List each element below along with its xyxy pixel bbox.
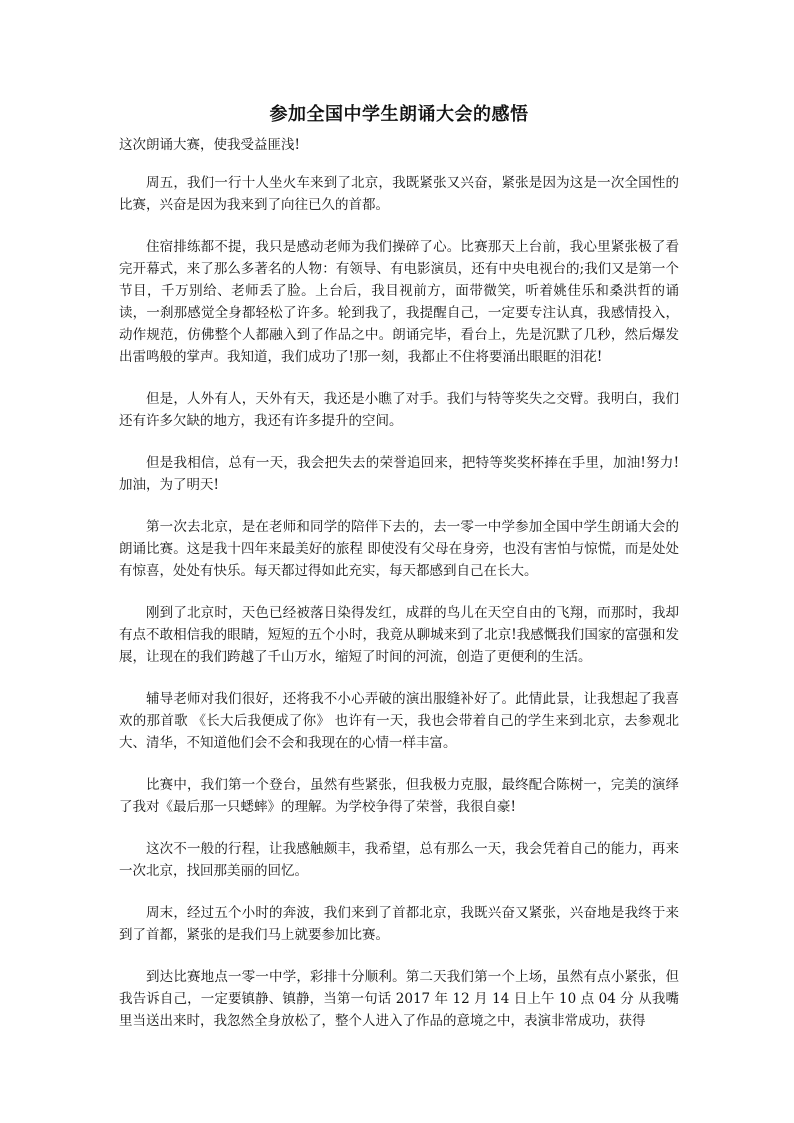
paragraph: 但是，人外有人，天外有天，我还是小瞧了对手。我们与特等奖失之交臂。我明白，我们还有许多欠缺的地方，我还有许多提升的空间。 [119, 391, 679, 429]
paragraph: 到达比赛地点一零一中学，彩排十分顺利。第二天我们第一个上场，虽然有点小紧张，但我告诉自己，一定要镇静、镇静，当第一句话 2017 年 12 月 14 日上午 10 点 04 分 从我嘴里当送出来时，我忽然全身放松了，整个人进入了作品的意境之中，表演非常成功，获得 [119, 969, 679, 1029]
paragraph: 刚到了北京时，天色已经被落日染得发红，成群的鸟儿在天空自由的飞翔，而那时，我却有点不敢相信我的眼睛，短短的五个小时，我竟从聊城来到了北京!我感慨我们国家的富强和发展，让现在的我们跨越了千山万水，缩短了时间的河流，创造了更便利的生活。 [119, 605, 679, 665]
document-title: 参加全国中学生朗诵大会的感悟 [269, 104, 529, 125]
paragraph: 周末，经过五个小时的奔波，我们来到了首都北京，我既兴奋又紧张，兴奋地是我终于来到了首都，紧张的是我们马上就要参加比赛。 [119, 905, 679, 943]
intro-line: 这次朗诵大赛，使我受益匪浅! [119, 137, 300, 153]
paragraph: 这次不一般的行程，让我感触颇丰，我希望，总有那么一天，我会凭着自己的能力，再来一次北京，找回那美丽的回忆。 [119, 841, 679, 879]
paragraph: 周五，我们一行十人坐火车来到了北京，我既紧张又兴奋，紧张是因为这是一次全国性的比赛，兴奋是因为我来到了向往已久的首都。 [119, 175, 679, 213]
paragraph: 比赛中，我们第一个登台，虽然有些紧张，但我极力克服，最终配合陈树一，完美的演绎了我对《最后那一只蟋蟀》的理解。为学校争得了荣誉，我很自豪! [119, 777, 679, 815]
paragraph: 第一次去北京，是在老师和同学的陪伴下去的，去一零一中学参加全国中学生朗诵大会的朗诵比赛。这是我十四年来最美好的旅程 即使没有父母在身旁，也没有害怕与惊慌，而是处处有惊喜，处处有快乐。每天都过得如此充实，每天都感到自己在长大。 [119, 519, 679, 579]
paragraph: 辅导老师对我们很好，还将我不小心弄破的演出服缝补好了。此情此景，让我想起了我喜欢的那首歌 《长大后我便成了你》 也许有一天，我也会带着自己的学生来到北京，去参观北大、清华，不知道他们会不会和我现在的心情一样丰富。 [119, 691, 679, 751]
paragraph: 但是我相信，总有一天，我会把失去的荣誉追回来，把特等奖奖杯捧在手里，加油!努力!加油，为了明天! [119, 455, 679, 493]
document-body [119, 102, 679, 1052]
paragraph: 住宿排练都不提，我只是感动老师为我们操碎了心。比赛那天上台前，我心里紧张极了看完开幕式，来了那么多著名的人物：有领导、有电影演员，还有中央电视台的;我们又是第一个节目，千万别给、老师丢了脸。上台后，我目视前方，面带微笑，听着姚佳乐和桑洪哲的诵读，一刹那感觉全身都轻松了许多。轮到我了，我提醒自己，一定要专注认真，我感情投入，动作规范，仿佛整个人都融入到了作品之中。朗诵完毕，看台上，先是沉默了几秒，然后爆发出雷鸣般的掌声。我知道，我们成功了!那一刻，我都止不住将要涌出眼眶的泪花! [119, 239, 679, 365]
